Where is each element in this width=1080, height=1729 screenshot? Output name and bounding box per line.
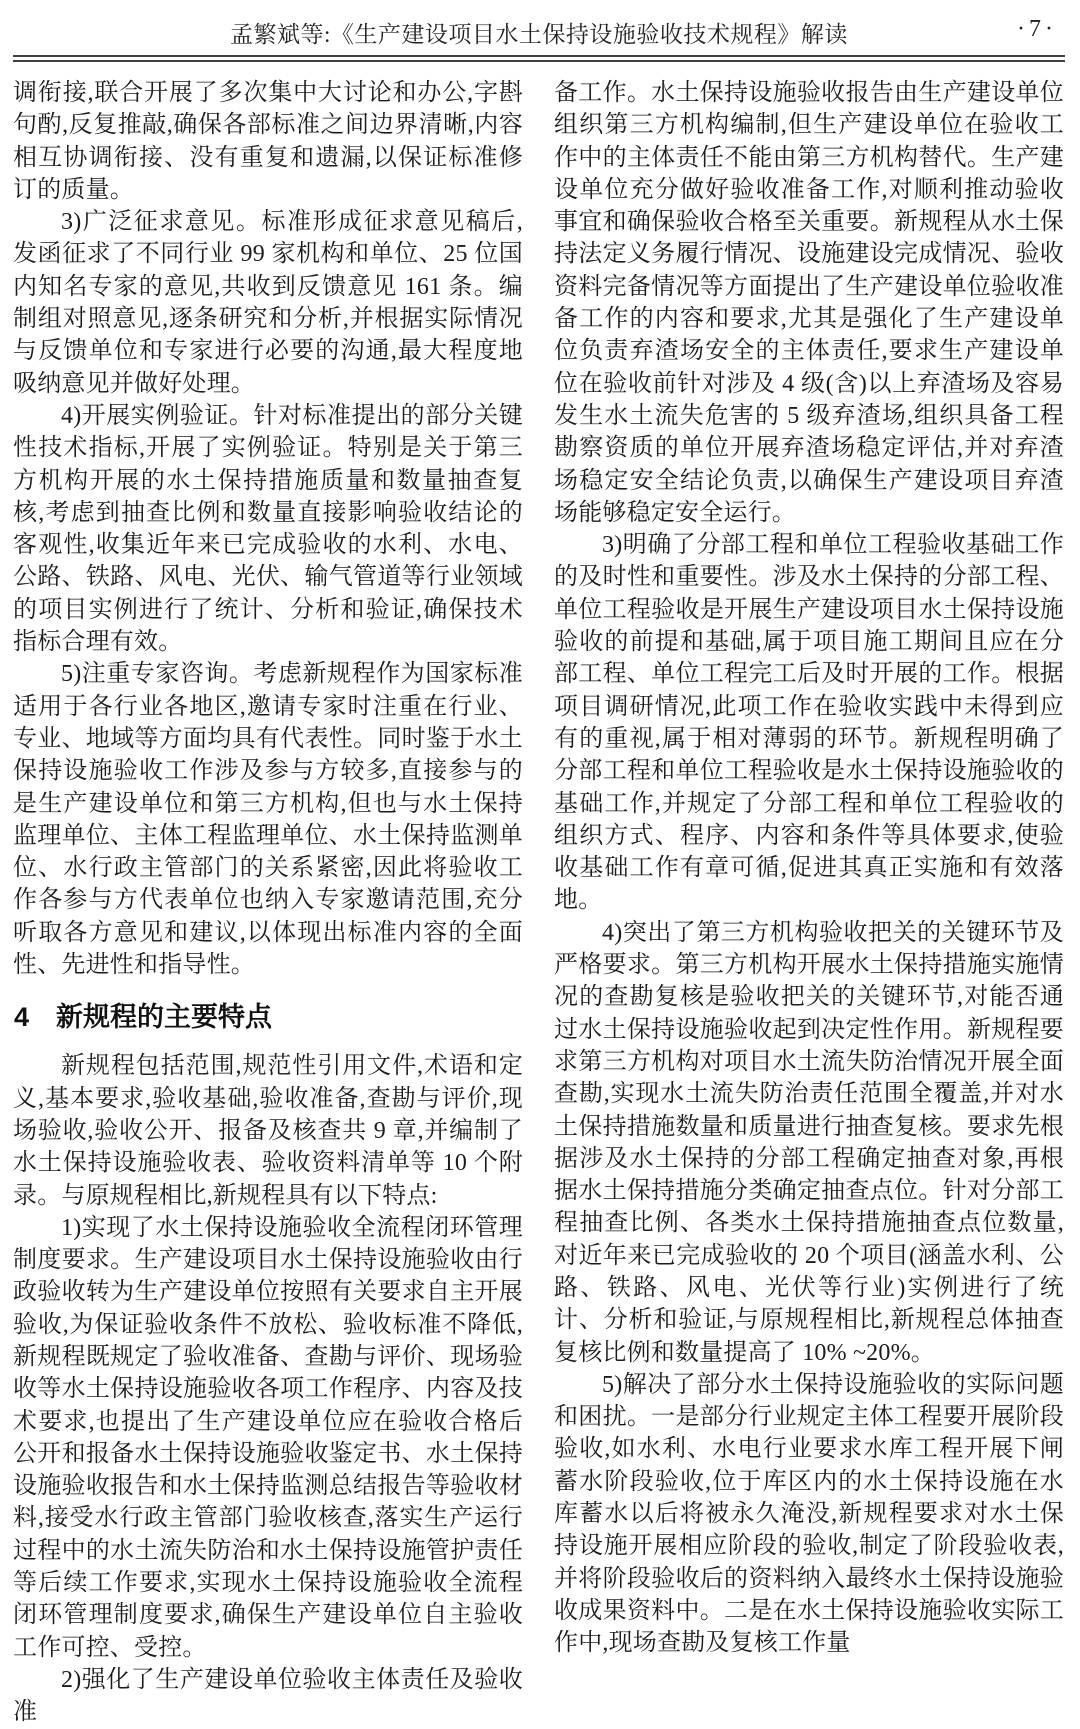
body-paragraph: 4)突出了第三方机构验收把关的关键环节及严格要求。第三方机构开展水土保持措施实施情况的查勘复核是验收把关的关键环节,对能否通过水土保持设施验收起到决定性作用。新规程要求第三方机构对项目水土流失防治情况开展全面查勘,实现水土流失防治责任范围全覆盖,并对水土保持措施数量和质量进行抽查复核。要求先根据涉及水土保持的分部工程确定抽查对象,再根据水土保持措施分类确定抽查点位。针对分部工程抽查比例、各类水土保持措施抽查点位数量,对近年来已完成验收的 20 个项目(涵盖水利、公路、铁路、风电、光伏等行业)实例进行了统计、分析和验证,与原规程相比,新规程总体抽查复核比例和数量提高了 10% ~20%。: [554, 919, 1064, 1366]
body-paragraph: 备工作。水土保持设施验收报告由生产建设单位组织第三方机构编制,但生产建设单位在验收工作中的主体责任不能由第三方机构替代。生产建设单位充分做好验收准备工作,对顺利推动验收事宜和确保验收合格至关重要。新规程从水土保持法定义务履行情况、设施建设完成情况、验收资料完备情况等方面提出了生产建设单位验收准备工作的内容和要求,尤其是强化了生产建设单位负责弃渣场安全的主体责任,要求生产建设单位在验收前针对涉及 4 级(含)以上弃渣场及容易发生水土流失危害的 5 级弃渣场,组织具备工程勘察资质的单位开展弃渣场稳定评估,并对弃渣场稳定安全结论负责,以确保生产建设项目弃渣场能够稳定安全运行。: [554, 80, 1064, 526]
body-paragraph: 4)开展实例验证。针对标准提出的部分关键性技术指标,开展了实例验证。特别是关于第三方机构开展的水土保持措施质量和数量抽查复核,考虑到抽查比例和数量直接影响验收结论的客观性,收集近年来已完成验收的水利、水电、公路、铁路、风电、光伏、输气管道等行业领域的项目实例进行了统计、分析和验证,确保技术指标合理有效。: [13, 402, 523, 656]
running-header-title: 孟繁斌等:《生产建设项目水土保持设施验收技术规程》解读: [230, 22, 848, 47]
body-paragraph: 新规程包括范围,规范性引用文件,术语和定义,基本要求,验收基础,验收准备,查勘与评价,现场验收,验收公开、报备及核查共 9 章,并编制了水土保持设施验收表、验收资料清单等 10 个附录。与原规程相比,新规程具有以下特点:: [13, 1053, 523, 1209]
page-number: ·7·: [1017, 16, 1057, 42]
body-paragraph: 2)强化了生产建设单位验收主体责任及验收准: [13, 1666, 523, 1726]
section-heading-number: 4: [14, 1002, 30, 1033]
section-heading-title: 新规程的主要特点: [56, 1002, 273, 1033]
left-column: [13, 77, 523, 1729]
section-heading: [14, 1002, 523, 1033]
running-header: [13, 14, 1065, 50]
right-column: [554, 77, 1064, 1729]
text-columns: [13, 77, 1065, 1729]
body-paragraph: 5)解决了部分水土保持设施验收的实际问题和困扰。一是部分行业规定主体工程要开展阶段验收,如水利、水电行业要求水库工程开展下闸蓄水阶段验收,位于库区内的水土保持设施在水库蓄水以后将被永久淹没,新规程要求对水土保持设施开展相应阶段的验收,制定了阶段验收表,并将阶段验收后的资料纳入最终水土保持设施验收成果资料中。二是在水土保持设施验收实际工作中,现场查勘及复核工作量: [554, 1371, 1064, 1657]
body-paragraph: 调衔接,联合开展了多次集中大讨论和办公,字斟句酌,反复推敲,确保各部标准之间边界清晰,内容相互协调衔接、没有重复和遗漏,以保证标准修订的质量。: [13, 80, 523, 203]
body-paragraph: 3)明确了分部工程和单位工程验收基础工作的及时性和重要性。涉及水土保持的分部工程、单位工程验收是开展生产建设项目水土保持设施验收的前提和基础,属于项目施工期间且应在分部工程、单位工程完工后及时开展的工作。根据项目调研情况,此项工作在验收实践中未得到应有的重视,属于相对薄弱的环节。新规程明确了分部工程和单位工程验收是水土保持设施验收的基础工作,并规定了分部工程和单位工程验收的组织方式、程序、内容和条件等具体要求,使验收基础工作有章可循,促进其真正实施和有效落地。: [554, 532, 1064, 914]
body-paragraph: 5)注重专家咨询。考虑新规程作为国家标准适用于各行业各地区,邀请专家时注重在行业、专业、地域等方面均具有代表性。同时鉴于水土保持设施验收工作涉及参与方较多,直接参与的是生产建设单位和第三方机构,但也与水土保持监理单位、主体工程监理单位、水土保持监测单位、水行政主管部门的关系紧密,因此将验收工作各参与方代表单位也纳入专家邀请范围,充分听取各方意见和建议,以体现出标准内容的全面性、先进性和指导性。: [13, 661, 523, 979]
body-paragraph: 1)实现了水土保持设施验收全流程闭环管理制度要求。生产建设项目水土保持设施验收由行政验收转为生产建设单位按照有关要求自主开展验收,为保证验收条件不放松、验收标准不降低,新规程既规定了验收准备、查勘与评价、现场验收等水土保持设施验收各项工作程序、内容及技术要求,也提出了生产建设单位应在验收合格后公开和报备水土保持设施验收鉴定书、水土保持设施验收报告和水土保持监测总结报告等验收材料,接受水行政主管部门验收核查,落实生产运行过程中的水土流失防治和水土保持设施管护责任等后续工作要求,实现水土保持设施验收全流程闭环管理制度要求,确保生产建设单位自主验收工作可控、受控。: [13, 1214, 523, 1661]
header-double-rule: [13, 55, 1065, 62]
body-paragraph: 3)广泛征求意见。标准形成征求意见稿后,发函征求了不同行业 99 家机构和单位、25 位国内知名专家的意见,共收到反馈意见 161 条。编制组对照意见,逐条研究和分析,并根据实际情况与反馈单位和专家进行必要的沟通,最大程度地吸纳意见并做好处理。: [13, 209, 523, 397]
